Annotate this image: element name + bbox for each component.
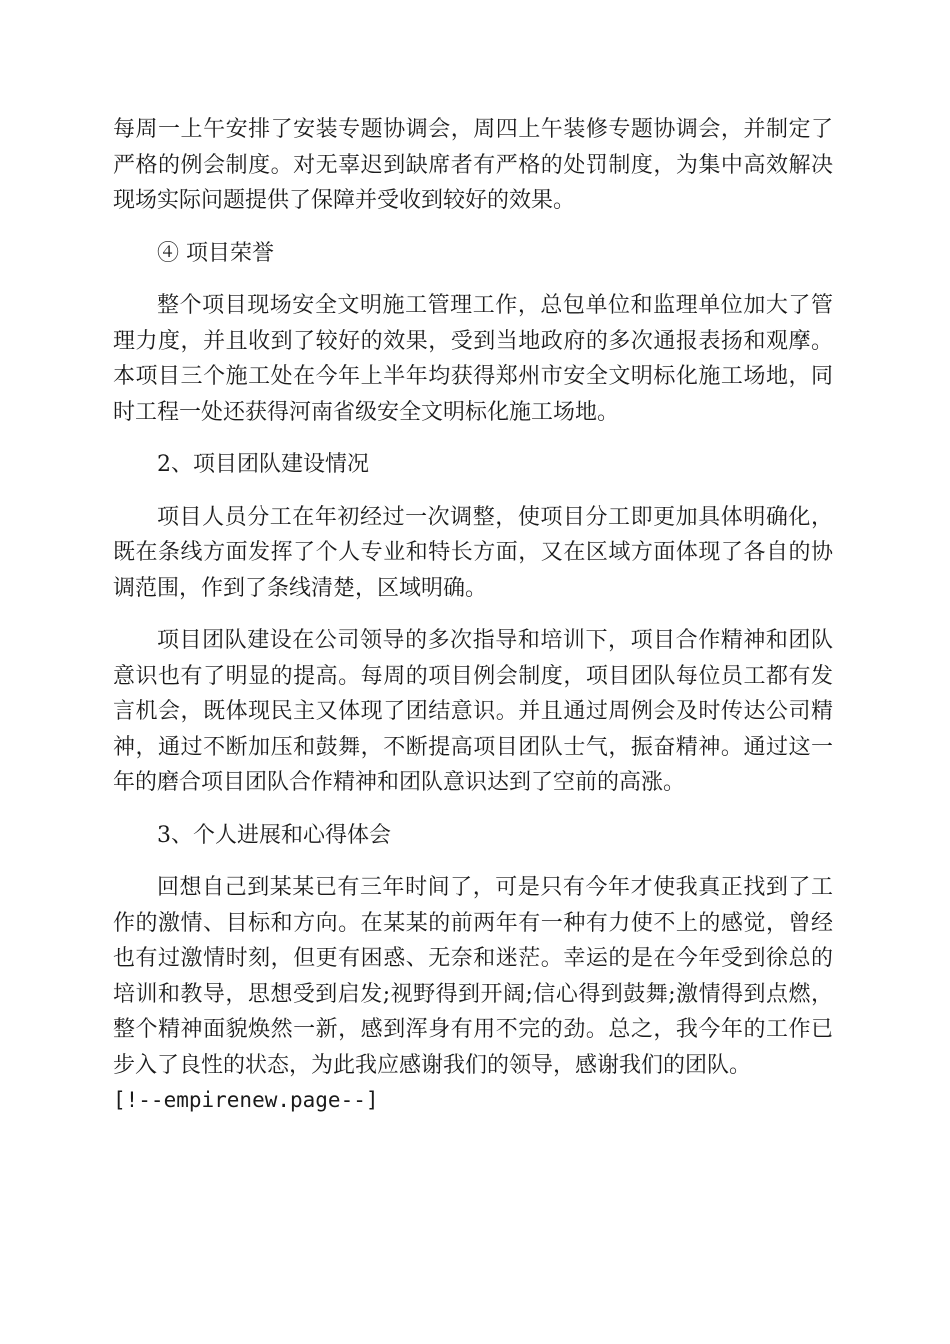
paragraph-project-honors: 整个项目现场安全文明施工管理工作，总包单位和监理单位加大了管理力度，并且收到了较好的效果，受到当地政府的多次通报表扬和观摩。本项目三个施工处在今年上半年均获得郑州市安全文明标化施工场地，同时工程一处还获得河南省级安全文明标化施工场地。 (113, 293, 833, 425)
document-body (113, 112, 833, 1117)
section-heading-personal-progress: 3、个人进展和心得体会 (157, 822, 391, 848)
paragraph-team-spirit: 项目团队建设在公司领导的多次指导和培训下，项目合作精神和团队意识也有了明显的提高。每周的项目例会制度，项目团队每位员工都有发言机会，既体现民主又体现了团结意识。并且通过周例会及时传达公司精神，通过不断加压和鼓舞，不断提高项目团队士气，振奋精神。通过这一年的磨合项目团队合作精神和团队意识达到了空前的高涨。 (113, 628, 833, 795)
section-heading-project-honors: ④ 项目荣誉 (157, 240, 274, 266)
paragraph-continuation: 每周一上午安排了安装专题协调会，周四上午装修专题协调会，并制定了严格的例会制度。对无辜迟到缺席者有严格的处罚制度，为集中高效解决现场实际问题提供了保障并受收到较好的效果。 (113, 117, 833, 213)
paragraph-personal-reflection: 回想自己到某某已有三年时间了，可是只有今年才使我真正找到了工作的激情、目标和方向。在某某的前两年有一种有力使不上的感觉，曾经也有过激情时刻，但更有困惑、无奈和迷茫。幸运的是在今年受到徐总的培训和教导，思想受到启发;视野得到开阔;信心得到鼓舞;激情得到点燃，整个精神面貌焕然一新，感到浑身有用不完的劲。总之，我今年的工作已步入了良性的状态，为此我应感谢我们的领导，感谢我们的团队。 (113, 875, 833, 1078)
paragraph-team-division: 项目人员分工在年初经过一次调整，使项目分工即更加具体明确化，既在条线方面发挥了个人专业和特长方面，又在区域方面体现了各自的协调范围，作到了条线清楚，区域明确。 (113, 504, 833, 601)
section-heading-team-building: 2、项目团队建设情况 (157, 452, 369, 477)
page-break-marker: [!--empirenew.page--] (113, 1088, 379, 1112)
